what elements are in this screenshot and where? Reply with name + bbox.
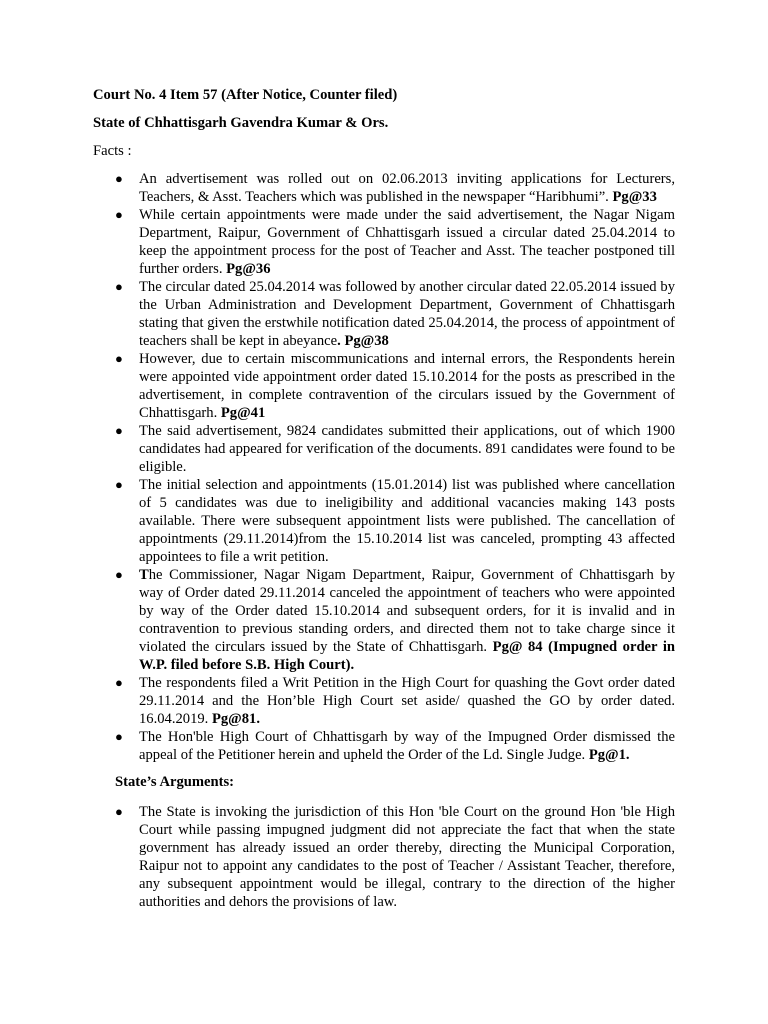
list-item (93, 170, 675, 206)
fact-text-bold-prefix: T (139, 567, 149, 583)
bullet-icon: ● (115, 477, 123, 492)
bullet-icon: ● (115, 207, 123, 222)
page-ref: Pg@36 (226, 261, 271, 277)
list-item (93, 674, 675, 728)
page-ref: Pg@33 (612, 189, 657, 205)
facts-list (93, 170, 675, 764)
case-parties: State of Chhattisgarh Gavendra Kumar & Ors. (93, 115, 389, 131)
bullet-icon: ● (115, 804, 123, 819)
arguments-heading: State’s Arguments: (115, 774, 235, 790)
list-item (93, 476, 675, 566)
fact-text: However, due to certain miscommunications and internal errors, the Respondents herein were appointed vide appointment order dated 15.10.2014 for the posts as prescribed in the advertisement, in complete contravention of the circulars issued by the Government of Chhattisgarh. (139, 351, 675, 421)
bullet-icon: ● (115, 567, 123, 582)
arguments-list (93, 803, 675, 911)
page-ref: Pg@81. (211, 711, 260, 727)
list-item (93, 350, 675, 422)
facts-label: Facts : (93, 143, 132, 159)
fact-text: The said advertisement, 9824 candidates submitted their applications, out of which 1900 candidates had appeared for verification of the documents. 891 candidates were found to be eligible. (139, 423, 675, 475)
case-title: Court No. 4 Item 57 (After Notice, Counter filed) (93, 87, 398, 103)
bullet-icon: ● (115, 423, 123, 438)
list-item (93, 803, 675, 911)
page-ref: Pg@ 84 (Impugned order in W.P. filed before S.B. High Court). (139, 639, 675, 673)
fact-text: The Hon'ble High Court of Chhattisgarh by way of the Impugned Order dismissed the appeal of the Petitioner herein and upheld the Order of the Ld. Single Judge. (139, 729, 675, 763)
bullet-icon: ● (115, 279, 123, 294)
bullet-icon: ● (115, 351, 123, 366)
fact-text: The initial selection and appointments (15.01.2014) list was published where cancellation of 5 candidates was due to ineligibility and additional vacancies making 143 posts available. There were subsequent appointment lists were published. The cancellation of appointments (29.11.2014)from the 15.10.2014 list was canceled, prompting 43 affected appointees to file a writ petition. (139, 477, 675, 565)
document-page (93, 86, 675, 920)
fact-text: The respondents filed a Writ Petition in the High Court for quashing the Govt order dated 29.11.2014 and the Hon’ble High Court set aside/ quashed the GO by order dated. 16.04.2019. (139, 675, 675, 727)
fact-text: he Commissioner, Nagar Nigam Department, Raipur, Government of Chhattisgarh by way of Order dated 29.11.2014 canceled the appointment of teachers who were appointed by way of the Order dated 15.10.2014 and subsequent orders, for it is invalid and in contravention to previous standing orders, and directed them not to take charge since it violated the circulars issued by the State of Chhattisgarh. (139, 567, 675, 655)
argument-text: The State is invoking the jurisdiction of this Hon 'ble Court on the ground Hon 'ble High Court while passing impugned judgment did not appreciate the fact that when the state government has already issued an order thereby, directing the Municipal Corporation, Raipur not to appoint any candidates to the post of Teacher / Assistant Teacher, therefore, any subsequent appointment would be illegal, contrary to the direction of the higher authorities and dehors the provisions of law. (139, 804, 675, 910)
page-ref: . Pg@38 (337, 333, 389, 349)
list-item (93, 206, 675, 278)
fact-text: While certain appointments were made under the said advertisement, the Nagar Nigam Department, Raipur, Government of Chhattisgarh issued a circular dated 25.04.2014 to keep the appointment process for the post of Teacher and Asst. The teacher postponed till further orders. (139, 207, 675, 277)
bullet-icon: ● (115, 729, 123, 744)
bullet-icon: ● (115, 675, 123, 690)
list-item (93, 566, 675, 674)
list-item (93, 422, 675, 476)
list-item (93, 728, 675, 764)
list-item (93, 278, 675, 350)
fact-text: An advertisement was rolled out on 02.06.2013 inviting applications for Lecturers, Teachers, & Asst. Teachers which was published in the newspaper “Haribhumi”. (139, 171, 675, 205)
fact-text: The circular dated 25.04.2014 was followed by another circular dated 22.05.2014 issued by the Urban Administration and Development Department, Government of Chhattisgarh stating that given the erstwhile notification dated 25.04.2014, the process of appointment of teachers shall be kept in abeyance (139, 279, 675, 349)
page-ref: Pg@41 (220, 405, 266, 421)
bullet-icon: ● (115, 171, 123, 186)
page-ref: Pg@1. (588, 747, 630, 763)
